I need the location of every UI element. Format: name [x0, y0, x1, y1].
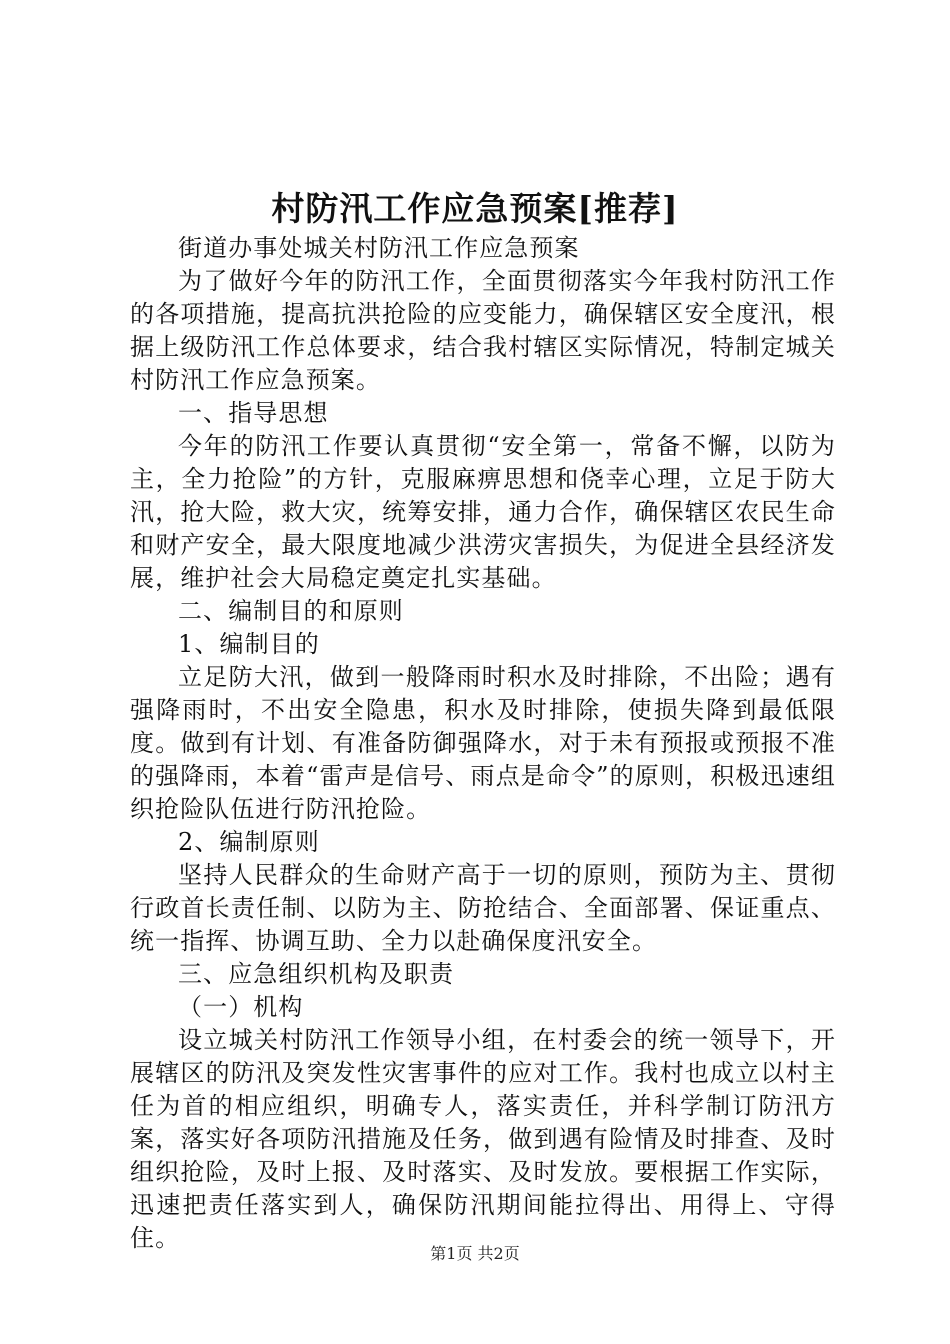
heading-purpose: 1、编制目的	[178, 630, 320, 658]
paragraph-guiding-thought: 今年的防汛工作要认真贯彻“安全第一，常备不懈，以防为主，全力抢险”的方针，克服麻痹思想和侥幸心理，立足于防大汛，抢大险，救大灾，统筹安排，通力合作，确保辖区农民生命和财产安全，最大限度地减少洪涝灾害损失，为促进全县经济发展，维护社会大局稳定奠定扎实基础。	[130, 432, 836, 592]
page-number-footer: 第1页 共2页	[430, 1244, 520, 1263]
heading-principles: 2、编制原则	[178, 828, 320, 856]
paragraph-principles: 坚持人民群众的生命财产高于一切的原则，预防为主、贯彻行政首长责任制、以防为主、防抢结合、全面部署、保证重点、统一指挥、协调互助、全力以赴确保度汛安全。	[130, 861, 836, 955]
document-title: 村防汛工作应急预案[推荐]	[271, 189, 679, 228]
document-body	[130, 232, 836, 1255]
heading-guiding-thought: 一、指导思想	[178, 399, 329, 427]
paragraph-subtitle: 街道办事处城关村防汛工作应急预案	[178, 234, 580, 262]
paragraph-agency: 设立城关村防汛工作领导小组，在村委会的统一领导下，开展辖区的防汛及突发性灾害事件的应对工作。我村也成立以村主任为首的相应组织，明确专人，落实责任，并科学制订防汛方案，落实好各项防汛措施及任务，做到遇有险情及时排查、及时组织抢险，及时上报、及时落实、及时发放。要根据工作实际，迅速把责任落实到人，确保防汛期间能拉得出、用得上、守得住。	[130, 1026, 836, 1252]
heading-agency: （一）机构	[178, 993, 304, 1021]
paragraph-purpose: 立足防大汛，做到一般降雨时积水及时排除，不出险；遇有强降雨时，不出安全隐患，积水及时排除，使损失降到最低限度。做到有计划、有准备防御强降水，对于未有预报或预报不准的强降雨，本着“雷声是信号、雨点是命令”的原则，积极迅速组织抢险队伍进行防汛抢险。	[130, 663, 836, 823]
paragraph-intro: 为了做好今年的防汛工作，全面贯彻落实今年我村防汛工作的各项措施，提高抗洪抢险的应变能力，确保辖区安全度汛，根据上级防汛工作总体要求，结合我村辖区实际情况，特制定城关村防汛工作应急预案。	[130, 267, 836, 394]
heading-purpose-principles: 二、编制目的和原则	[178, 597, 404, 625]
heading-organization: 三、应急组织机构及职责	[178, 960, 455, 988]
